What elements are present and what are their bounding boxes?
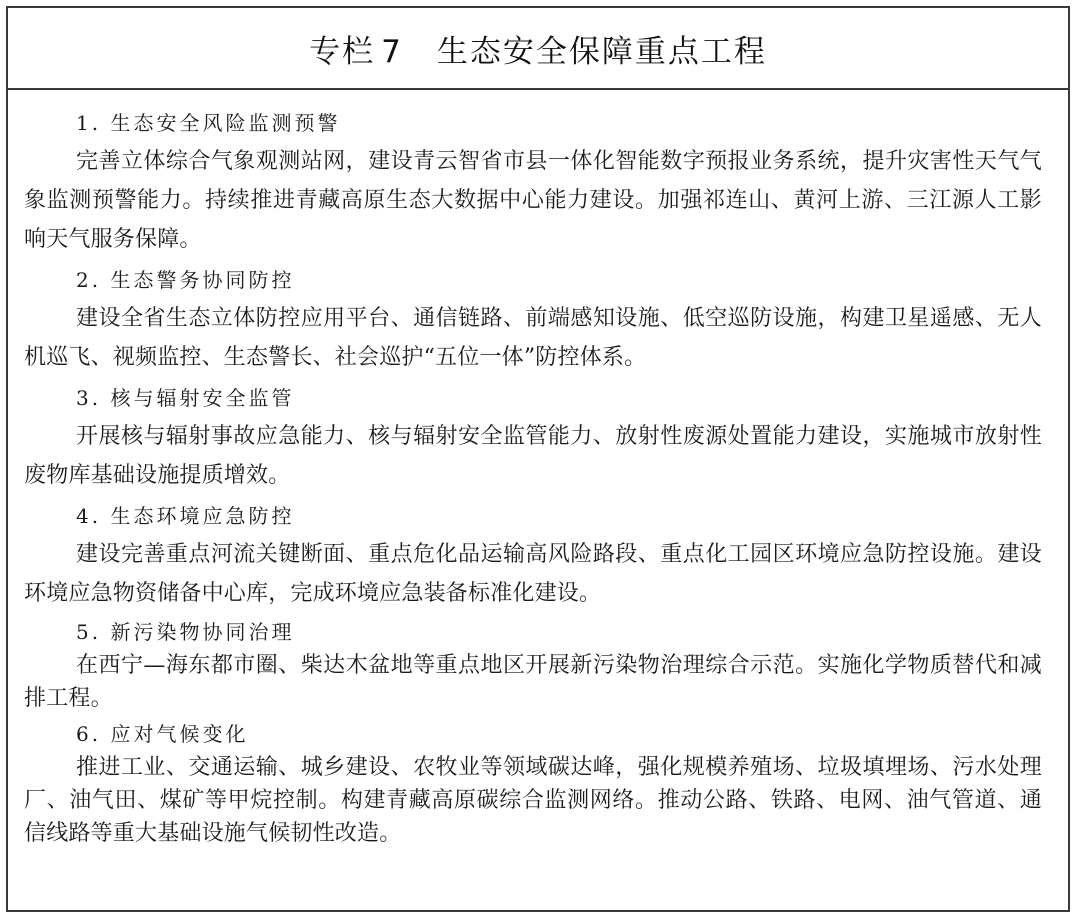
section-text: 在西宁—海东都市圈、柴达木盆地等重点地区开展新污染物治理综合示范。实施化学物质替代和减排工程。 <box>24 653 1042 711</box>
panel-title-text: 生态安全保障重点工程 <box>436 33 767 70</box>
section-police-coordination <box>24 261 1042 377</box>
section-heading: 6. 应对气候变化 <box>76 722 249 746</box>
section-emergency-control <box>24 497 1042 613</box>
section-risk-monitoring <box>24 104 1042 259</box>
feature-box <box>6 6 1070 912</box>
section-heading: 4. 生态环境应急防控 <box>76 504 295 528</box>
section-new-pollutants <box>24 615 1042 715</box>
section-text: 完善立体综合气象观测站网，建设青云智省市县一体化智能数字预报业务系统，提升灾害性天气气象监测预警能力。持续推进青藏高原生态大数据中心能力建设。加强祁连山、黄河上游、三江源人工影响天气服务保障。 <box>24 149 1042 252</box>
panel-title <box>309 26 767 71</box>
section-text: 开展核与辐射事故应急能力、核与辐射安全监管能力、放射性废源处置能力建设，实施城市放射性废物库基础设施提质增效。 <box>24 424 1042 488</box>
panel-title-label: 专栏 <box>309 33 376 70</box>
section-text: 建设全省生态立体防控应用平台、通信链路、前端感知设施、低空巡防设施，构建卫星遥感、无人机巡飞、视频监控、生态警长、社会巡护“五位一体”防控体系。 <box>24 306 1042 370</box>
section-heading: 5. 新污染物协同治理 <box>76 620 295 644</box>
section-heading: 2. 生态警务协同防控 <box>76 268 295 292</box>
section-heading: 1. 生态安全风险监测预警 <box>76 111 341 135</box>
section-text: 推进工业、交通运输、城乡建设、农牧业等领域碳达峰，强化规模养殖场、垃圾填埋场、污水处理厂、油气田、煤矿等甲烷控制。构建青藏高原碳综合监测网络。推动公路、铁路、电网、油气管道、通信线路等重大基础设施气候韧性改造。 <box>24 755 1042 846</box>
panel-body <box>8 90 1068 850</box>
section-heading: 3. 核与辐射安全监管 <box>76 386 295 410</box>
section-text: 建设完善重点河流关键断面、重点危化品运输高风险路段、重点化工园区环境应急防控设施。建设环境应急物资储备中心库，完成环境应急装备标准化建设。 <box>24 542 1042 606</box>
panel-title-number: 7 <box>381 33 403 70</box>
section-climate-change <box>24 717 1042 850</box>
section-nuclear-radiation <box>24 379 1042 495</box>
panel-header <box>8 8 1068 90</box>
